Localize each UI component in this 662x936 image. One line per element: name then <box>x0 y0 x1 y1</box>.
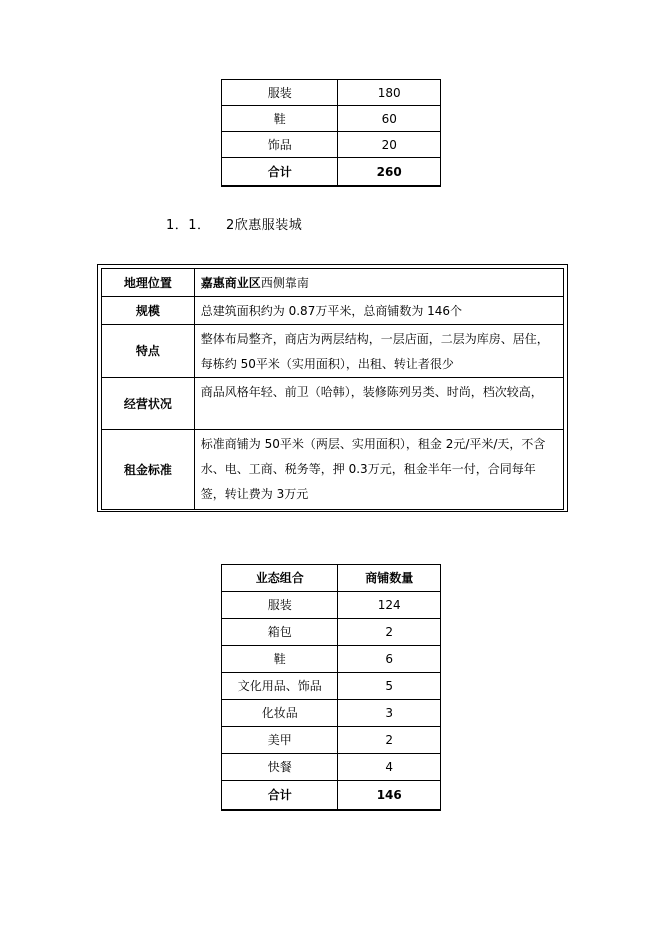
table-row <box>222 80 441 106</box>
header-shop-count: 商铺数量 <box>338 565 441 592</box>
category-cell: 美甲 <box>222 727 338 754</box>
count-cell: 20 <box>338 132 441 158</box>
category-cell: 箱包 <box>222 619 338 646</box>
header-row <box>222 565 441 592</box>
count-cell: 180 <box>338 80 441 106</box>
category-cell: 鞋 <box>222 646 338 673</box>
section-heading <box>166 214 302 233</box>
count-cell: 2 <box>338 619 441 646</box>
total-label-cell: 合计 <box>222 158 338 187</box>
category-cell: 服装 <box>222 592 338 619</box>
table-row <box>222 673 441 700</box>
table-row <box>102 378 564 430</box>
category-cell: 服装 <box>222 80 338 106</box>
table-row <box>222 592 441 619</box>
business-mix-table <box>221 564 441 811</box>
section-number: 1．1． <box>166 218 211 233</box>
table-row <box>102 269 564 297</box>
table-row <box>222 754 441 781</box>
count-cell: 60 <box>338 106 441 132</box>
table-row <box>222 727 441 754</box>
operations-key: 经营状况 <box>102 378 195 430</box>
table-row <box>222 700 441 727</box>
operations-value: 商品风格年轻、前卫（哈韩），装修陈列另类、时尚，档次较高， <box>194 378 563 430</box>
total-value-cell: 146 <box>338 781 441 811</box>
table-row <box>222 646 441 673</box>
location-key: 地理位置 <box>102 269 195 297</box>
table-row <box>222 132 441 158</box>
table-row <box>102 297 564 325</box>
location-value <box>194 269 563 297</box>
table-row <box>222 619 441 646</box>
count-cell: 3 <box>338 700 441 727</box>
category-cell: 饰品 <box>222 132 338 158</box>
features-key: 特点 <box>102 325 195 378</box>
header-business-type: 业态组合 <box>222 565 338 592</box>
category-cell: 化妆品 <box>222 700 338 727</box>
table-row <box>102 430 564 510</box>
features-value: 整体布局整齐，商店为两层结构，一层店面，二层为库房、居住，每栋约 50平米（实用面积），出租、转让者很少 <box>194 325 563 378</box>
table-row <box>222 106 441 132</box>
total-row <box>222 158 441 187</box>
scale-key: 规模 <box>102 297 195 325</box>
section-title: 2欣惠服装城 <box>226 218 303 233</box>
rent-key: 租金标准 <box>102 430 195 510</box>
count-cell: 2 <box>338 727 441 754</box>
category-cell: 文化用品、饰品 <box>222 673 338 700</box>
total-label-cell: 合计 <box>222 781 338 811</box>
scale-value: 总建筑面积约为 0.87万平米，总商铺数为 146个 <box>194 297 563 325</box>
category-cell: 快餐 <box>222 754 338 781</box>
count-cell: 5 <box>338 673 441 700</box>
count-cell: 6 <box>338 646 441 673</box>
table-row <box>102 325 564 378</box>
category-cell: 鞋 <box>222 106 338 132</box>
count-cell: 4 <box>338 754 441 781</box>
property-info-table <box>101 268 564 510</box>
location-detail: 西侧靠南 <box>260 276 309 290</box>
count-cell: 124 <box>338 592 441 619</box>
property-table-frame <box>97 264 568 512</box>
total-row <box>222 781 441 811</box>
total-value-cell: 260 <box>338 158 441 187</box>
location-district: 嘉惠商业区 <box>200 276 261 290</box>
rent-value: 标准商铺为 50平米（两层、实用面积），租金 2元/平米/天，不含水、电、工商、税务等，押 0.3万元，租金半年一付，合同每年签，转让费为 3万元 <box>194 430 563 510</box>
summary-table-top <box>221 79 441 187</box>
